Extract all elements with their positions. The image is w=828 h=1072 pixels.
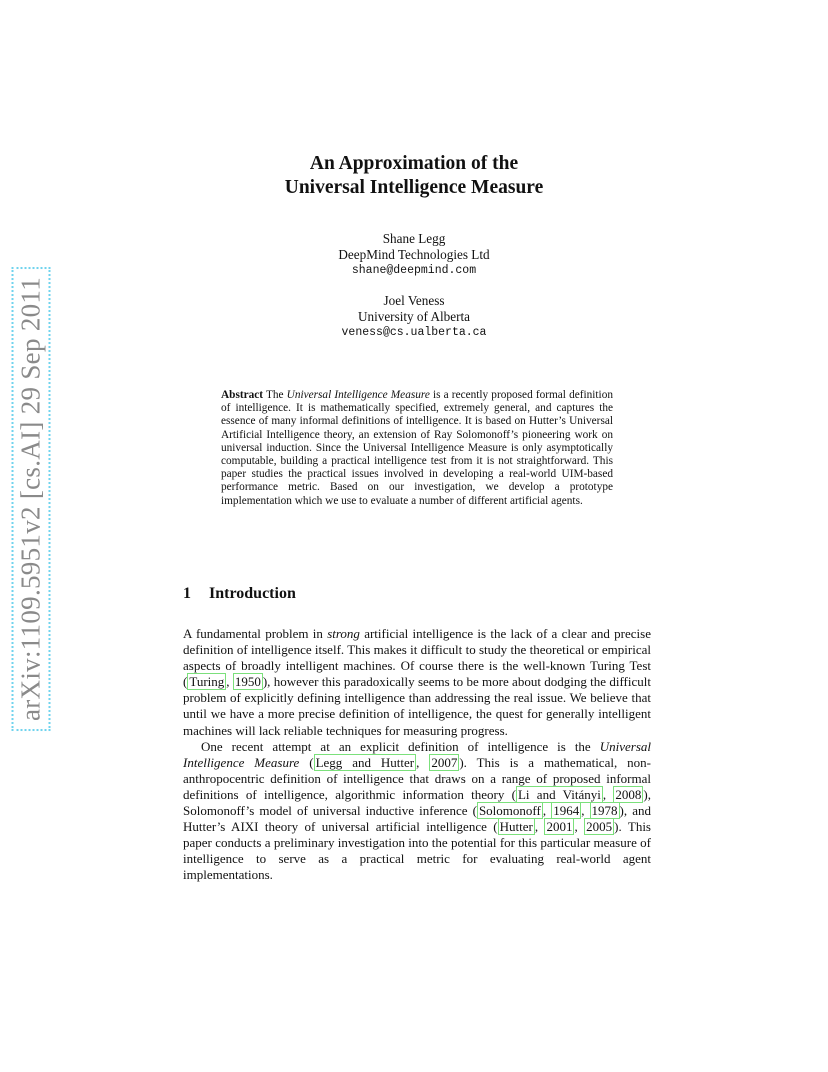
text: ). This paper conducts a preliminary investigation into the potential for this particular measure of intelligence to serve as a practical metric for evaluating real-world agent implementations. <box>183 819 651 883</box>
arxiv-identifier-stamp[interactable]: arXiv:1109.5951v2 [cs.AI] 29 Sep 2011 <box>12 267 51 731</box>
citation-link[interactable]: 1978 <box>591 803 618 819</box>
abstract-label: Abstract <box>221 389 264 401</box>
text: , <box>534 819 545 835</box>
text: , <box>581 803 590 819</box>
title-line-2: Universal Intelligence Measure <box>284 177 544 198</box>
author-name: Joel Veness <box>383 293 445 308</box>
text: , <box>416 754 430 770</box>
paragraph-2 <box>183 739 651 884</box>
text: ( <box>299 754 314 770</box>
citation-link[interactable]: 2001 <box>546 819 573 835</box>
abstract-text: The <box>263 389 287 401</box>
text: artificial intelligence is the lack of a clear and precise definition of intelligence itself. This makes it difficult to study the theoretical or empirical aspects of broadly intelligent machines. Of course there is the well-known Turing Test ( <box>183 626 651 690</box>
author-email: shane@deepmind.com <box>351 264 477 277</box>
text: , <box>226 674 233 690</box>
citation-link[interactable]: Hutter <box>499 819 533 835</box>
text: ). This is a mathematical, non-anthropocentric definition of intelligence that draws on a range of proposed informal definitions of intelligence, algorithmic information theory ( <box>183 754 651 802</box>
section-heading <box>183 585 296 603</box>
citation-link[interactable]: 2008 <box>615 786 642 802</box>
emphasis: Universal Intelligence Measure <box>183 738 651 770</box>
text: ), and Hutter’s AIXI theory of universal artificial intelligence ( <box>183 803 652 835</box>
title-line-1: An Approximation of the <box>309 153 519 174</box>
abstract-text: is a recently proposed formal definition of intelligence. It is mathematically specified, extremely general, and captures the essence of many informal definitions of intelligence. It is based on Hutter’s Universal Artificial Intelligence theory, an extension of Ray Solomonoff’s pioneering work on universal induction. Since the Universal Intelligence Measure is only asymptotically computable, building a practical intelligence test from it is not straightforward. This paper studies the practical issues involved in developing a real-world UIM-based performance metric. Based on our investigation, we develop a prototype implementation which we use to evaluate a number of different artificial agents. <box>221 389 613 507</box>
paragraph-1 <box>183 626 651 739</box>
paper-title <box>0 152 828 200</box>
section-number: 1 <box>183 585 191 602</box>
abstract <box>221 389 613 508</box>
author-name: Shane Legg <box>382 231 446 246</box>
citation-link[interactable]: Turing <box>189 674 225 690</box>
text: A fundamental problem in <box>183 626 328 641</box>
introduction-body <box>183 626 651 884</box>
author-affiliation: DeepMind Technologies Ltd <box>338 247 490 262</box>
text: , <box>542 803 552 819</box>
emphasis: strong <box>327 626 360 641</box>
text: ), Solomonoff’s model of universal inductive inference ( <box>183 786 651 819</box>
citation-link[interactable]: 1964 <box>553 803 580 819</box>
text: , <box>574 819 585 835</box>
author-block-1 <box>0 231 828 279</box>
text: , <box>602 786 614 802</box>
citation-link[interactable]: 2005 <box>586 819 613 835</box>
citation-link[interactable]: Legg and Hutter <box>315 754 415 770</box>
citation-link[interactable]: Li and Vitányi <box>517 786 601 802</box>
author-email: veness@cs.ualberta.ca <box>341 326 487 339</box>
text: ), however this paradoxically seems to be more about dodging the difficult problem of explicitly defining intelligence than addressing the real issue. We believe that until we have a more precise definition of intelligence, the quest for generally intelligent machines will lack reliable techniques for measuring progress. <box>183 674 651 738</box>
author-block-2 <box>0 293 828 341</box>
author-affiliation: University of Alberta <box>357 309 471 324</box>
citation-link[interactable]: 1950 <box>234 674 261 690</box>
citation-link[interactable]: 2007 <box>431 754 458 770</box>
citation-link[interactable]: Solomonoff <box>478 803 541 819</box>
text: One recent attempt at an explicit definition of intelligence is the <box>201 738 600 754</box>
section-title: Introduction <box>209 585 296 602</box>
abstract-emphasis: Universal Intelligence Measure <box>286 389 430 401</box>
